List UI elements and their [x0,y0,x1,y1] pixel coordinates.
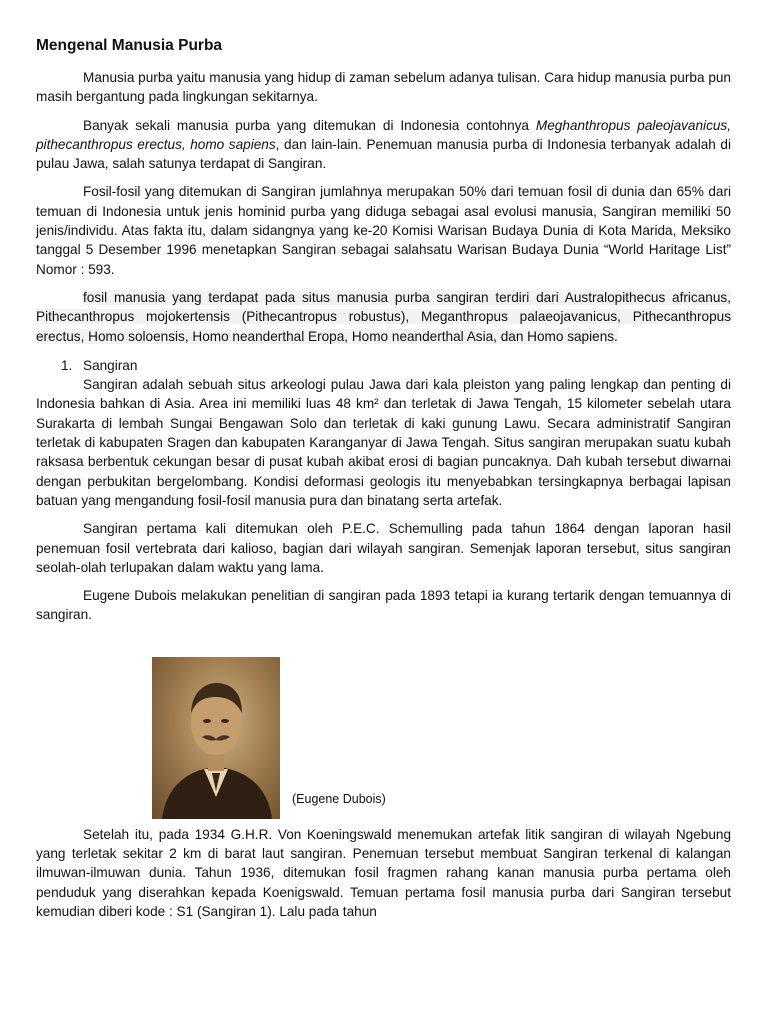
paragraph-examples-species: Meghanthropus paleojavanicus, pithecanthropus erectus, homo sapiens [36,117,732,152]
eugene-dubois-portrait-image [152,657,280,819]
paragraph-sangiran-site: Sangiran adalah sebuah situs arkeologi pulau Jawa dari kala pleiston yang paling lengkap dan penting di Indonesia bahkan di Asia. Area ini memiliki luas 48 km² dan terletak di Jawa Tengah, 15 kilometer sebelah utara Surakarta di lembah Sungai Bengawan Solo dan terletak di kaki gunung Lawu. Secara administratif Sangiran terletak di kabupaten Sragen dan kabupaten Karanganyar di Jawa Tengah. Situs sangiran merupakan suatu kubah raksasa berbentuk cekungan besar di pusat kubah akibat erosi di bagian puncaknya. Dah kubah tersebut diwarnai dengan perbukitan bergelombang. Kondisi deformasi geologis itu menyebabkan tersingkapnya berbagai lapisan batuan yang mengandung fosil-fosil manusia pura dan binatang serta artefak. [36,377,731,508]
list-item-sangiran [36,356,731,375]
paragraph-fossil-list-text: fosil manusia yang terdapat pada situs manusia purba sangiran terdiri dari Australopithecus africanus, Pithecanthropus mojokertensis (Pithecantropus robustus), Meganthropus palaeojavanicus, Pithecanthropus erectus, Homo soloensis, Homo neanderthal Eropa, Homo neanderthal Asia, dan Homo sapiens. [36,289,731,344]
figure-portrait [36,657,731,819]
paragraph-examples-text-b: , dan lain-lain. Penemuan manusia purba di Indonesia terbanyak adalah di pulau Jawa, salah satunya terdapat di Sangiran. [36,136,732,172]
paragraph-koeningswald: Setelah itu, pada 1934 G.H.R. Von Koeningswald menemukan artefak litik sangiran di wilayah Ngebung yang terletak sekitar 2 km di barat laut sangiran. Penemuan tersebut membuat Sangiran terkenal di kalangan ilmuwan-ilmuwan dunia. Tahun 1936, ditemukan fosil fragmen rahang kanan manusia purba pertama oleh penduduk yang diserahkan kepada Koenigswald. Temuan pertama fosil manusia purba dari Sangiran tersebut kemudian diberi kode : S1 (Sangiran 1). Lalu pada tahun [36,826,731,919]
paragraph-intro: Manusia purba yaitu manusia yang hidup di zaman sebelum adanya tulisan. Cara hidup manusia purba pun masih bergantung pada lingkungan sekitarnya. [36,70,731,105]
document-title: Mengenal Manusia Purba [36,37,223,54]
paragraph-fossil-list [36,288,731,346]
list-label: Sangiran [83,357,138,373]
figure-caption: (Eugene Dubois) [292,791,386,806]
paragraph-fossil-statistics: Fosil-fosil yang ditemukan di Sangiran jumlahnya merupakan 50% dari temuan fosil di dunia dan 65% dari temuan di Indonesia untuk jenis hominid purba yang diduga sebagai asal evolusi manusia, Sangiran memiliki 50 jenis/individu. Atas fakta itu, dalam sidangnya yang ke-20 Komisi Warisan Budaya Dunia di Kota Marida, Meksiko tanggal 5 Desember 1996 menetapkan Sangiran sebagai salahsatu Warisan Budaya Dunia “World Haritage List” Nomor : 593. [36,184,731,277]
document-page [36,36,731,930]
paragraph-schemulling: Sangiran pertama kali ditemukan oleh P.E.C. Schemulling pada tahun 1864 dengan laporan hasil penemuan fosil vertebrata dari kalioso, bagian dari wilayah sangiran. Semenjak laporan tersebut, situs sangiran seolah-olah terlupakan dalam waktu yang lama. [36,521,731,575]
paragraph-examples-text-a: Banyak sekali manusia purba yang ditemukan di Indonesia contohnya [83,117,536,133]
paragraph-examples [36,116,731,174]
paragraph-dubois: Eugene Dubois melakukan penelitian di sangiran pada 1893 tetapi ia kurang tertarik dengan temuannya di sangiran. [36,588,731,623]
list-number: 1. [61,357,73,373]
